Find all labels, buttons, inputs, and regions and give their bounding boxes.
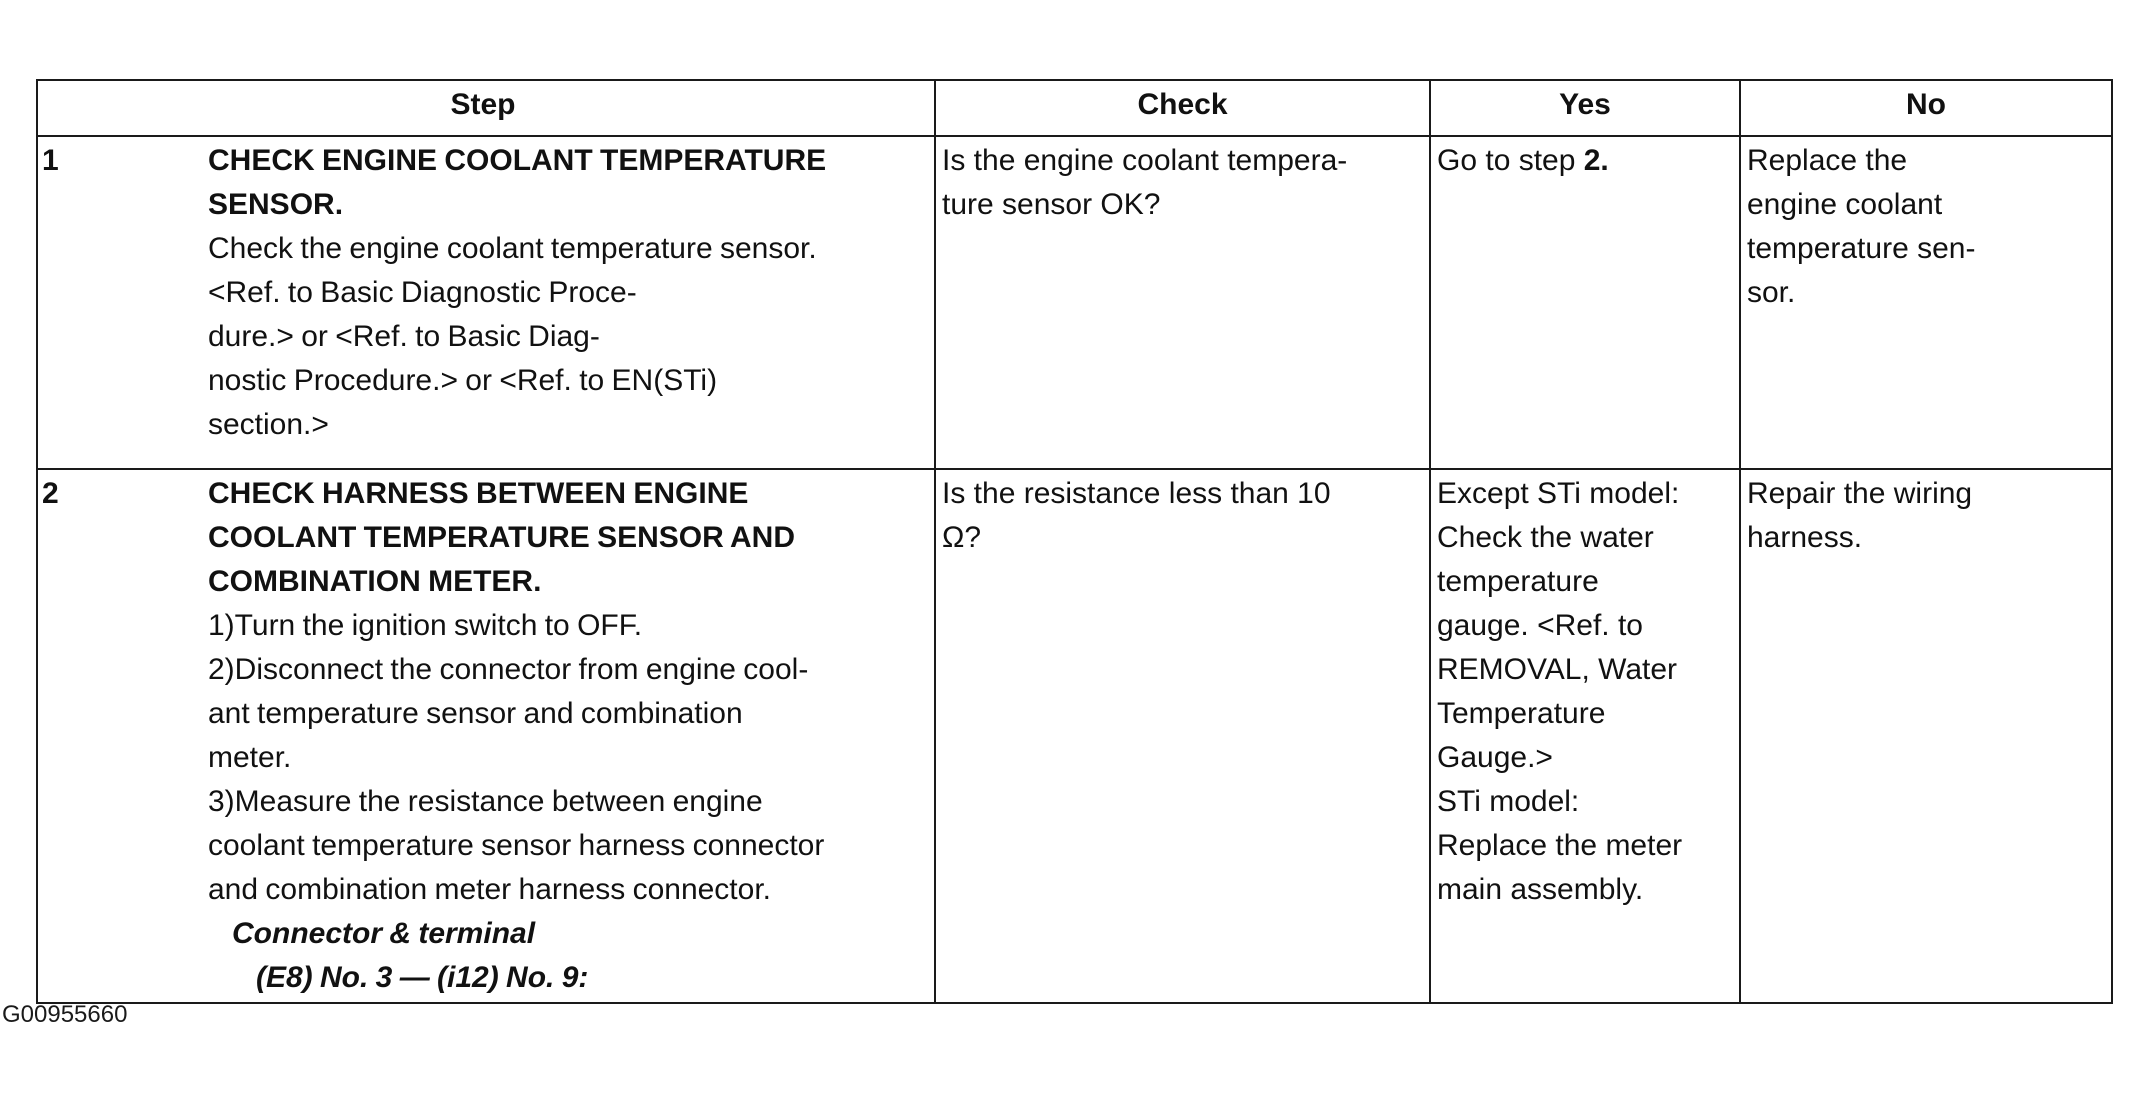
step-text-line: 2)Disconnect the connector from engine cool- <box>208 653 809 686</box>
no-cell <box>1740 469 2112 1003</box>
table-row <box>37 469 2112 1003</box>
yes-text-line: STi model: <box>1437 785 1580 818</box>
step-text-line: section.> <box>208 408 329 441</box>
check-text-line: Ω? <box>942 521 982 554</box>
yes-cell <box>1430 136 1740 469</box>
step-text-line: <Ref. to Basic Diagnostic Proce- <box>208 276 637 309</box>
connector-spec-value: (E8) No. 3 — (i12) No. 9: <box>256 961 589 994</box>
no-text-line: harness. <box>1747 521 1863 554</box>
yes-text: Go to step <box>1437 144 1584 177</box>
step-text-line: dure.> or <Ref. to Basic Diag- <box>208 320 600 353</box>
header-yes: Yes <box>1430 80 1740 136</box>
step-text-line: and combination meter harness connector. <box>208 873 771 906</box>
step-cell <box>37 469 935 1003</box>
connector-spec <box>208 917 588 994</box>
check-text-line: Is the engine coolant tempera- <box>942 144 1348 177</box>
yes-text-line: REMOVAL, Water <box>1437 653 1678 686</box>
step-title-line: CHECK ENGINE COOLANT TEMPERATURE <box>208 144 827 177</box>
no-cell <box>1740 136 2112 469</box>
step-title-line: SENSOR. <box>208 188 344 221</box>
step-cell <box>37 136 935 469</box>
yes-text-line: Replace the meter <box>1437 829 1683 862</box>
yes-text-line: Check the water <box>1437 521 1654 554</box>
check-text-line: Is the resistance less than 10 <box>942 477 1331 510</box>
yes-text-line: gauge. <Ref. to <box>1437 609 1643 642</box>
step-text-line: meter. <box>208 741 292 774</box>
step-text-line: ant temperature sensor and combination <box>208 697 743 730</box>
header-row <box>37 80 2112 136</box>
no-text-line: Repair the wiring <box>1747 477 1973 510</box>
step-title <box>208 144 826 221</box>
no-text-line: engine coolant <box>1747 188 1943 221</box>
no-text-line: temperature sen- <box>1747 232 1976 265</box>
yes-cell <box>1430 469 1740 1003</box>
step-body <box>208 472 918 1000</box>
yes-text-line: Except STi model: <box>1437 477 1680 510</box>
yes-text-line: temperature <box>1437 565 1599 598</box>
step-body <box>208 139 918 447</box>
step-text-line: nostic Procedure.> or <Ref. to EN(STi) <box>208 364 718 397</box>
no-text-line: sor. <box>1747 276 1796 309</box>
check-text-line: ture sensor OK? <box>942 188 1161 221</box>
header-no: No <box>1740 80 2112 136</box>
check-cell <box>935 136 1430 469</box>
step-text-line: 1)Turn the ignition switch to OFF. <box>208 609 643 642</box>
figure-id: G00955660 <box>2 1001 128 1028</box>
yes-text-line: Temperature <box>1437 697 1606 730</box>
step-title <box>208 477 795 598</box>
header-check: Check <box>935 80 1430 136</box>
yes-text-line: main assembly. <box>1437 873 1644 906</box>
yes-step-ref: 2. <box>1583 144 1609 177</box>
yes-text-line: Gauge.> <box>1437 741 1553 774</box>
step-number: 2 <box>42 477 59 510</box>
header-step: Step <box>37 80 935 136</box>
check-cell <box>935 469 1430 1003</box>
step-number: 1 <box>42 144 59 177</box>
step-text-line: Check the engine coolant temperature sensor. <box>208 232 817 265</box>
step-text-line: coolant temperature sensor harness connector <box>208 829 825 862</box>
table-row <box>37 136 2112 469</box>
step-text-line: 3)Measure the resistance between engine <box>208 785 763 818</box>
step-title-line: COMBINATION METER. <box>208 565 542 598</box>
step-title-line: COOLANT TEMPERATURE SENSOR AND <box>208 521 796 554</box>
step-title-line: CHECK HARNESS BETWEEN ENGINE <box>208 477 749 510</box>
diagnostic-table <box>36 79 2113 1004</box>
connector-spec-label: Connector & terminal <box>232 917 536 950</box>
no-text-line: Replace the <box>1747 144 1908 177</box>
